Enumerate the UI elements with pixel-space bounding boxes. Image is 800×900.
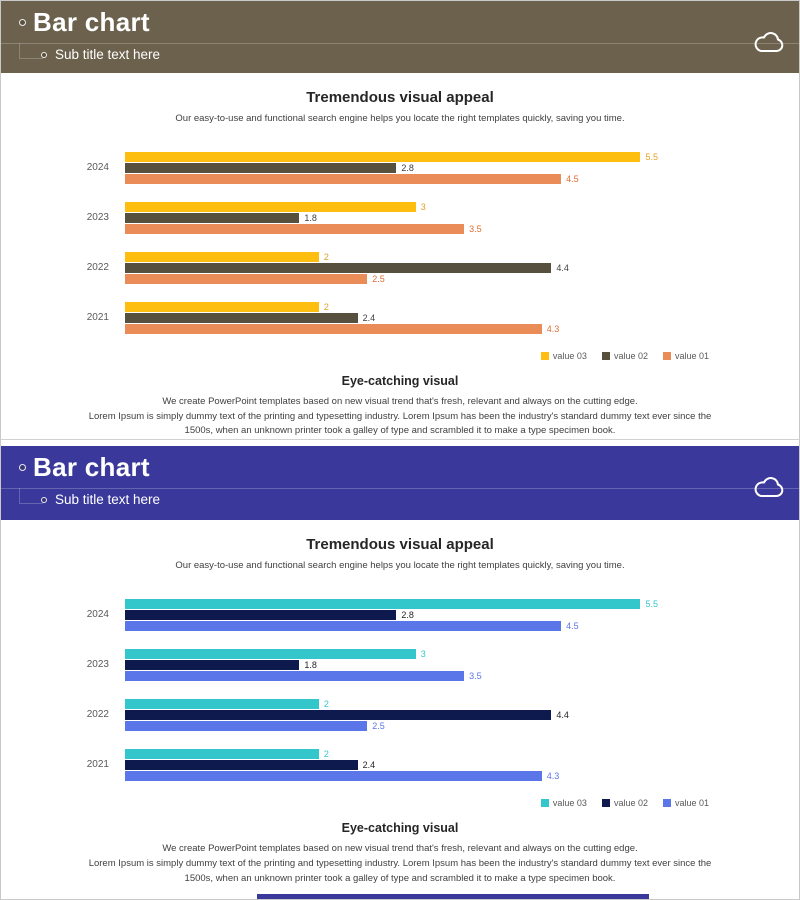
bar-group — [61, 598, 799, 631]
bar-value-label: 2.4 — [362, 312, 376, 323]
legend-item — [541, 351, 587, 361]
cloud-icon — [752, 27, 786, 54]
bar-group — [61, 201, 799, 234]
bar-value-label: 4.4 — [556, 709, 569, 720]
footer-title: Eye-catching visual — [341, 821, 459, 836]
bar-value-label: 3.5 — [469, 223, 482, 234]
category-label: 2023 — [86, 659, 109, 671]
slide1-body — [1, 73, 799, 439]
bar-value-01 — [125, 771, 542, 781]
header-divider-line — [1, 43, 799, 44]
bar-value-label: 4.3 — [546, 323, 560, 334]
bar-value-label: 5.5 — [645, 151, 658, 162]
legend-swatch — [663, 352, 671, 360]
bar-value-label: 3 — [420, 648, 426, 659]
legend-label: value 03 — [552, 798, 587, 809]
bar-value-02 — [125, 313, 358, 323]
legend-swatch — [602, 352, 610, 360]
next-slide-peek[interactable] — [257, 894, 649, 899]
category-label: 2022 — [86, 709, 109, 721]
bar-value-03 — [125, 302, 319, 312]
legend-label: value 01 — [674, 351, 709, 361]
bar-value-01 — [125, 224, 464, 234]
bar-value-03 — [125, 599, 640, 609]
ring-bullet-icon — [19, 19, 26, 26]
slide2-body — [1, 520, 799, 886]
legend-item — [663, 351, 709, 361]
bar-value-02 — [125, 163, 396, 173]
bar-value-03 — [125, 699, 319, 709]
legend-label: value 03 — [552, 351, 587, 361]
bar-value-label: 2.5 — [372, 720, 385, 731]
footer-title: Eye-catching visual — [341, 374, 459, 388]
footer-paragraph: We create PowerPoint templates based on new visual trend that's fresh, relevant and always on the cutting edge. — [162, 396, 638, 407]
chart-title: Tremendous visual appeal — [306, 89, 494, 106]
slide-title: Bar chart — [33, 7, 150, 37]
legend-swatch — [602, 799, 610, 807]
bar-value-label: 2.5 — [372, 273, 385, 284]
ring-bullet-icon — [41, 497, 47, 503]
bar-value-label: 2.8 — [401, 609, 414, 620]
bar-value-label: 4.5 — [566, 173, 579, 184]
slide-subtitle: Sub title text here — [55, 492, 161, 508]
legend-swatch — [663, 799, 671, 807]
footer-paragraph: We create PowerPoint templates based on new visual trend that's fresh, relevant and always on the cutting edge. — [162, 843, 638, 855]
ring-bullet-icon — [19, 464, 26, 471]
slide-title: Bar chart — [33, 452, 150, 483]
bar-value-03 — [125, 649, 416, 659]
category-label: 2022 — [86, 262, 109, 273]
slide-subtitle: Sub title text here — [55, 47, 161, 62]
bar-value-02 — [125, 660, 299, 670]
bar-value-label: 3 — [420, 201, 426, 212]
bar-group — [61, 648, 799, 681]
bar-group — [61, 698, 799, 731]
bar-value-03 — [125, 202, 416, 212]
bar-value-02 — [125, 263, 551, 273]
bar-group — [61, 748, 799, 781]
legend-item — [663, 798, 709, 808]
bar-group — [61, 251, 799, 284]
bar-value-01 — [125, 621, 561, 631]
bar-value-label: 1.8 — [304, 212, 317, 223]
category-label: 2021 — [86, 759, 109, 771]
bar-value-01 — [125, 671, 464, 681]
bar-value-label: 2 — [323, 301, 329, 312]
header-divider-line — [1, 488, 799, 489]
bar-value-01 — [125, 174, 561, 184]
cloud-icon — [752, 472, 786, 499]
slide1-header — [1, 1, 799, 73]
header-connector-line — [19, 488, 20, 503]
bar-value-label: 5.5 — [645, 598, 658, 609]
category-label: 2023 — [86, 212, 109, 223]
bar-value-02 — [125, 213, 299, 223]
bar-value-02 — [125, 760, 358, 770]
bar-value-01 — [125, 274, 367, 284]
bar-value-03 — [125, 749, 319, 759]
slide2-header — [1, 446, 799, 520]
bar-value-02 — [125, 610, 396, 620]
legend-label: value 01 — [674, 798, 709, 809]
bar-value-label: 2 — [323, 698, 329, 709]
slide-card-1[interactable] — [1, 1, 799, 440]
chart-subtitle: Our easy-to-use and functional search engine helps you locate the right templates quickly, saving you time. — [175, 113, 625, 124]
bar-chart-1 — [61, 151, 799, 334]
chart-title: Tremendous visual appeal — [306, 536, 494, 554]
bar-value-label: 4.5 — [566, 620, 579, 631]
legend-swatch — [541, 352, 549, 360]
legend-item — [602, 351, 648, 361]
chart-legend-1 — [1, 351, 799, 361]
bar-value-label: 2 — [323, 251, 329, 262]
header-connector-line — [19, 43, 20, 58]
footer-paragraph: Lorem Ipsum is simply dummy text of the printing and typesetting industry. Lorem Ipsum has been the industry's standard dummy text ever since the 1500s, when an unknown printer took a galley of type and scrambled it to make a type specimen book. — [88, 410, 712, 437]
header-connector-line — [19, 58, 43, 59]
bar-value-03 — [125, 252, 319, 262]
legend-item — [602, 798, 648, 808]
bar-value-01 — [125, 324, 542, 334]
chart-subtitle: Our easy-to-use and functional search engine helps you locate the right templates quickly, saving you time. — [175, 560, 625, 572]
bar-chart-2 — [61, 598, 799, 781]
chart-legend-2 — [1, 798, 799, 808]
bar-value-label: 2.8 — [401, 162, 414, 173]
footer-paragraph: Lorem Ipsum is simply dummy text of the printing and typesetting industry. Lorem Ipsum has been the industry's standard dummy text ever since the 1500s, when an unknown printer took a galley of type and scrambled it to make a type specimen book. — [88, 857, 712, 884]
slide-card-2[interactable] — [1, 446, 799, 886]
bar-value-01 — [125, 721, 367, 731]
ring-bullet-icon — [41, 52, 47, 58]
bar-group — [61, 151, 799, 184]
header-connector-line — [19, 503, 43, 504]
legend-label: value 02 — [613, 798, 648, 809]
category-label: 2021 — [86, 312, 109, 323]
bar-value-label: 2 — [323, 748, 329, 759]
bar-value-label: 4.4 — [556, 262, 569, 273]
legend-swatch — [541, 799, 549, 807]
bar-value-02 — [125, 710, 551, 720]
category-label: 2024 — [86, 609, 109, 621]
legend-label: value 02 — [613, 351, 648, 361]
bar-value-label: 4.3 — [546, 770, 560, 781]
legend-item — [541, 798, 587, 808]
bar-value-label: 2.4 — [362, 759, 376, 770]
category-label: 2024 — [86, 162, 109, 173]
bar-value-label: 3.5 — [469, 670, 482, 681]
bar-value-label: 1.8 — [304, 659, 317, 670]
bar-value-03 — [125, 152, 640, 162]
bar-group — [61, 301, 799, 334]
